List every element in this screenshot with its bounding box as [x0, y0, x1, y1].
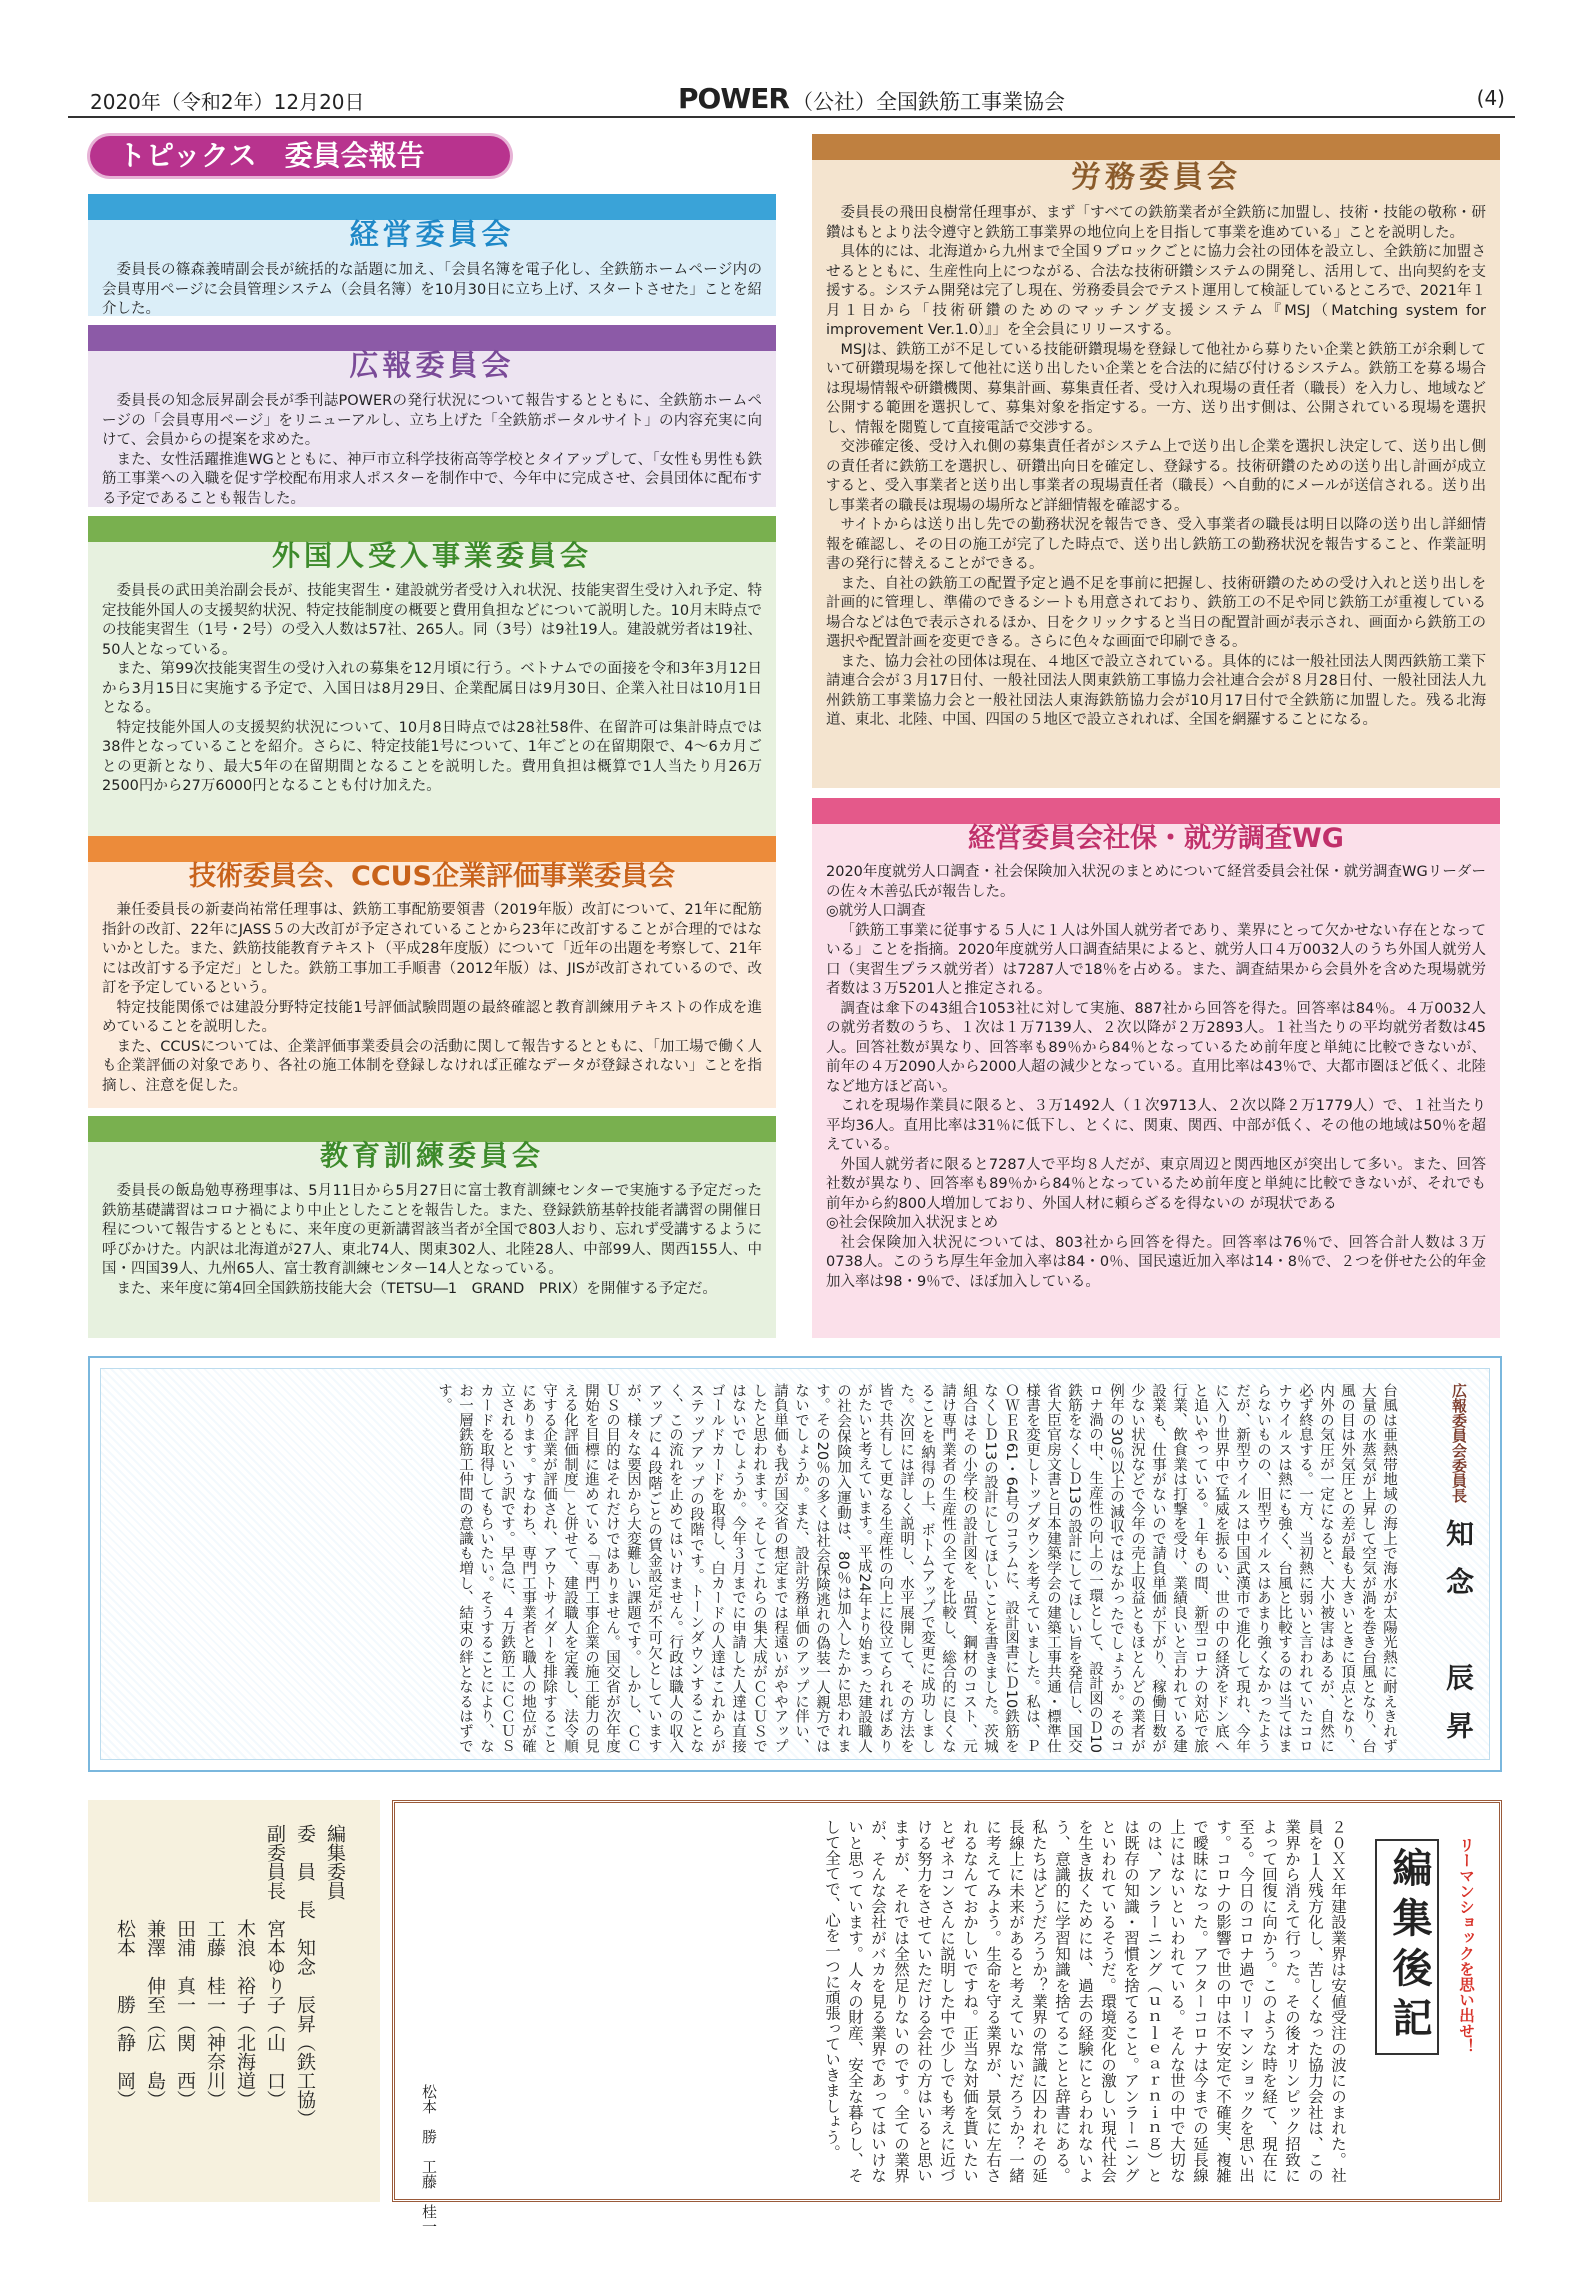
editor-postscript-box — [392, 1800, 1502, 2202]
shaho-paragraph: これを現場作業員に限ると、３万1492人（１次9713人、２次以降２万1779人）で、１社当たり平均36人。直用比率は31％に低下し、とくに、関東、関西、中部が低く、その他の地域は50％を超えている。 — [826, 1098, 1486, 1153]
keiei-paragraph: 委員長の篠森義晴副会長が統括的な話題に加え、「会員名簿を電子化し、全鉄筋ホームページ内の会員専用ページに会員管理システム（会員名簿）を10月30日に立ち上げ、スタートさせた」ことを紹介した。 — [102, 262, 762, 317]
shaho-paragraph: 外国人就労者に限ると7287人で平均８人だが、東京周辺と関西地区が突出して多い。また、回答社数が異なり、回答率も89％から84％となっているため前年度と単純に比較できないが、それでも前年から約800人増加しており、外国人材に頼らざるを得ないの が現状である — [826, 1156, 1486, 1212]
staff-line: 木浪 裕子（北海道） — [234, 1824, 256, 2109]
postscript-subtitle: リーマンショックを思い出せ！ — [1457, 1837, 1475, 2054]
keiei-title: 経営委員会 — [349, 217, 515, 251]
editorial-staff-box — [88, 1800, 380, 2202]
kyouiku-paragraph: 委員長の飯島勉専務理事は、5月11日から5月27日に富士教育訓練センターで実施する予定だった鉄筋基礎講習はコロナ禍により中止としたことを報告した。また、登録鉄筋基幹技能者講習の開催日程について報告するとともに、来年度の更新講習該当者が全国で803人おり、忘れず受講するように呼びかけた。内訳は北海道が27人、東北74人、関東302人、北陸28人、中部99人、関西155人、中国・四国39人、九州65人、富士教育訓練センター14人となっている。 — [102, 1183, 762, 1277]
roumu-paragraph: サイトからは送り出し先での勤務状況を報告でき、受入事業者の職長は明日以降の送り出し詳細情報を確認し、その日の施工が完了した時点で、送り出し鉄筋工の勤務状況を報告すること、作業証明書の発行に替えることができる。 — [826, 517, 1486, 572]
kyouiku-paragraph: また、来年度に第4回全国鉄筋技能大会（TETSU―1 GRAND PRIX）を開催する予定だ。 — [116, 1280, 717, 1297]
shaho-paragraph: 2020年度就労人口調査・社会保険加入状況のまとめについて経営委員会社保・就労調査WGリーダーの佐々木善弘氏が報告した。 — [826, 864, 1486, 900]
gaikoku-paragraph: 委員長の武田美治副会長が、技能実習生・建設就労者受け入れ状況、技能実習生受け入れ予定、特定技能外国人の支援契約状況、特定技能制度の概要と費用負担などについて説明した。10月末時点での技能実習生（1号・2号）の受入人数は57社、265人。同（3号）は9社19人。建設就労者は19社、50人となっている。 — [102, 583, 762, 658]
kouhou-title: 広報委員会 — [349, 348, 515, 382]
roumu-paragraph: 委員長の飛田良樹常任理事が、まず「すべての鉄筋業者が全鉄筋に加盟し、技術・技能の敬称・研鑽はもとより法令遵守と鉄筋工事業界の地位向上を目指して事業を進めている」ことを説明した。 — [826, 205, 1486, 241]
shaho-subheading: ◎社会保険加入状況まとめ — [826, 1215, 999, 1231]
roumu-paragraph: 交渉確定後、受け入れ側の募集責任者がシステム上で送り出し企業を選択し決定して、送り出し側の責任者に鉄筋工を選択し、研鑽出向日を確定し、登録する。技術研鑽のための送り出し計画が成立すると、受入事業者と送り出し事業者の現場責任者（職長）へ自動的にメールが送信される。送り出し事業者の職長は現場の場所など詳細情報を確認する。 — [826, 439, 1486, 514]
staff-line: 工藤 桂一（神奈川） — [204, 1824, 226, 2109]
shaho-paragraph: 調査は傘下の43組合1053社に対して実施、887社から回答を得た。回答率は84％。４万0032人の就労者数のうち、１次は１万7139人、２次以降が２万2893人。１社当たりの平均就労者数は45人。回答社数が異なり、回答率も89％から84％となっているため前年度と単純に比較できないが、前年の４万2090人から2000人超の減少となっている。直用比率は43％で、大都市圏ほど低く、北陸など地方ほど高い。 — [826, 1000, 1486, 1095]
kouhou-paragraph: また、女性活躍推進WGとともに、神戸市立科学技術高等学校とタイアップして、「女性も男性も鉄筋工事業への入職を促す学校配布用求人ポスターを制作中で、今年中に完成させ、会員団体に配布する予定であることも報告した。 — [102, 451, 762, 507]
issue-date: 2020年（令和2年）12月20日 — [90, 90, 365, 114]
gijutsu-committee-box — [88, 836, 776, 1108]
postscript-signer: 松本 勝 工藤 桂一 — [420, 2084, 438, 2234]
page-header — [68, 82, 1515, 118]
kouhou-paragraph: 委員長の知念辰昇副会長が季刊誌POWERの発行状況について報告するとともに、全鉄筋ホームページの「会員専用ページ」をリニューアルし、立ち上げた「全鉄筋ポータルサイト」の内容充実に向けて、会員からの提案を求めた。 — [102, 393, 762, 448]
gijutsu-paragraph: また、CCUSについては、企業評価事業委員会の活動に関して報告するとともに、「加工場で働く人も企業評価の対象であり、各社の施工体制を登録しなければ正確なデータが登録されない」ことを指摘し、注意を促した。 — [102, 1038, 762, 1094]
gaikoku-paragraph: また、第99次技能実習生の受け入れの募集を12月頃に行う。ベトナムでの面接を令和3年3月12日から3月15日に実施する予定で、入国日は8月29日、企業配属日は9月30日、企業入社日は10月1日となる。 — [102, 661, 762, 716]
column-author-name: 知念 辰昇 — [1442, 1519, 1475, 1759]
postscript-body: ２０ＸＸ年建設業界は安値受注の波にのまれた。社員を１人残方化し、苦しくなった協力会社は、この業界から消えて行った。その後オリンピック招致によって回復に向かう。このような時を経て、現在に至る。今日のコロナ過でリーマンショックを思い出す。コロナの影響で世の中は不安定で不確実、複雑で曖昧になった。アフターコロナは今までの延長線上にはないといわれている。そんな世の中で大切なのは、アンラーニング（ｕｎｌｅａｒｎｉｎｇ）とは既存の知識・習慣を捨てること。アンラーニングといわれているそうだ。環境変化の激しい現代社会を生き抜くためには、過去の経験にとらわれないよう、意識的に学習知識を捨てることと辞書にある。私たちはどうだろうか？業界の常識に囚われその延長線上に未来があると考えていないだろうか？一緒に考えてみよう。生命を守る業界が、景気に左右されるなんておかしいですね。正当な対価を貰いたいとゼネコンさんに説明した中で少しでも考えに近づける努力をさせていただける会社の方はいると思いますが、それでは全然足りないのです。全ての業界が、そんな会社がバカを見る業界であってはいけないと思っています。人々の財産、安全な暮らし、そして全てで、心を一つに頑張っていきましょう。 — [823, 1819, 1347, 2183]
staff-line: 田浦 真一（関 西） — [174, 1824, 196, 2109]
section-badge: トピックス 委員会報告 — [90, 136, 510, 176]
page-number: (4) — [1476, 86, 1505, 110]
shaho-paragraph: 「鉄筋工事業に従事する５人に１人は外国人就労者であり、業界にとって欠かせない存在となっている」ことを指摘。2020年度就労人口調査結果によると、就労人口４万0032人のうち外国人就労人口（実習生プラス就労者）は7287人で18％を占める。また、調査結果から会員外を含めた現場就労者数は３万5201人と推定される。 — [826, 922, 1486, 997]
shaho-paragraph: 社会保険加入状況については、803社から回答を得た。回答率は76％で、回答合計人数は３万0738人。このうち厚生年金加入率は84・0％、国民遠近加入率は14・8％で、２つを併せた公的年金加入率は98・9％で、ほぼ加入している。 — [826, 1234, 1486, 1290]
roumu-paragraph: また、協力会社の団体は現在、４地区で設立されている。具体的には一般社団法人関西鉄筋工業下請連合会が３月17日付、一般社団法人関東鉄筋工事協力会社連合会が８月28日付、一般社団法人九州鉄筋工事業協力会と一般社団法人東海鉄筋協力会が10月17日付で全鉄筋に加盟した。残る北海道、東北、北陸、中国、四国の５地区で設立されれば、全国を網羅することになる。 — [826, 653, 1486, 728]
gijutsu-title: 技術委員会、CCUS企業評価事業委員会 — [189, 861, 675, 892]
shaho-title: 経営委員会社保・就労調査WG — [968, 823, 1344, 854]
kyouiku-title: 教育訓練委員会 — [319, 1139, 544, 1172]
roumu-paragraph: また、自社の鉄筋工の配置予定と過不足を事前に把握し、技術研鑽のための受け入れと送り出しを計画的に管理し、準備のできるシートも用意されており、鉄筋工の不足や同じ鉄筋工が重複している場合などは色で表示されるほか、日をクリックすると当日の配置計画が表示され、画面から鉄筋工の選択や配置計画を変更できる。さらに色々な画面で印刷できる。 — [826, 575, 1486, 650]
gaikoku-title: 外国人受入事業委員会 — [271, 539, 592, 572]
column-author-title: 広報委員会委員長 — [1450, 1383, 1468, 1503]
staff-line: 委 員 長 知念 辰昇（鉄工協） — [294, 1824, 316, 2128]
postscript-title: 編集後記 — [1375, 1839, 1439, 2055]
staff-line: 兼澤 伸至（広 島） — [144, 1824, 166, 2109]
staff-label: 編集委員 — [324, 1824, 346, 1900]
column-body: 台風は亜熱帯地域の海上で海水が太陽光熱に耐えきれず大量の水蒸気が上昇して空気が渦を巻き台風となり、台風の目は外気圧との差が最も大きいときに頂点となり、内外の気圧が一定になると、大小被害はあるが、自然に必ず終息する。一方、当初熱に弱いと言われていたコロナウイルスは熱にも強く、台風と比較するのは当てはまらないものの、旧型ウイルスはあまり強くなかったようだが、新型ウイルスは中国武漢市で進化して現れ、今年に入り世界中で猛威を振るい、世の中の経済をドン底へと追いやっている。１年もの間、新型コロナの対応で旅行業、飲食業は打撃を受け、業績良いと言われている建設業も、仕事がないので請負単価が下がり、稼働日数が少ない状況などで今年の売上収益ともほとんどの業者が例年の30％以上の減収ではなかったでしょうか。そのコロナ渦の中、生産性の向上の一環として、設計図のＤ10鉄筋をなくしＤ13の設計にしてほしい旨を発信し、国交省大臣官房文書と日本建築学会の建築工事共通・標準仕様書を変更しトップダウンを考えていました。私は、ＰＯＷＥＲ61・64号のコラムに、設計図書にＤ10鉄筋をなくしＤ13の設計にしてほしいことを書きました。茨城組合はその小学校の設計図を、品質、鋼材のコスト、元請け専門業者の生産性の全てを比較し、総合的に良くなることを納得の上、ボトムアップで変更に成功しました。次回には詳しく説明し、水平展開して、その方法を皆で共有して更なる生産性の向上に役立てられればありがたいと考えています。平成24年より始まった建設職人の社会保険加入運動は、80％は加入したかに思われます。その20％の多くは社会保険逃れの偽装一人親方ではないでしょうか。また、設計労務単価のアップに伴い、請負単価も我が国交省の想定までは程遠いがややアップしたと思われます。そしてこれらの集大成がＣＣＵＳではないでしょうか。今年３月までに申請した人達は直接ゴールドカードを取得し、白カードの人達はこれからがステップアップの段階です。トーンダウンすることなく、この流れを止めてはいけません。行政は職人の収入アップに４段階ごとの賃金設定が不可欠としていますが、様々な要因から大変難しい課題です。しかし、ＣＣＵＳの目的はそれだけではありません。国交省が次年度開始を目標に進めている「専門工事企業の施工能力の見える化評価制度」と併せて、建設職人を定義し、法令順守する企業が評価され、アウトサイダーを排除することにあります。すなわち、専門工事業者と職人の地位が確立されるという訳です。早急に、４万鉄筋工にＣＣＵＳカードを取得してもらいたい。そうすることにより、なお一層鉄筋工仲間の意識も増し、結束の絆となるはずです。 — [436, 1383, 1397, 1753]
gaikoku-paragraph: 特定技能外国人の支援契約状況について、10月8日時点では28社58件、在留許可は集計時点では38件となっていることを紹介。さらに、特定技能1号について、1年ごとの在留期限で、4～6カ月ごとの更新となり、最大5年の在留期間となることを説明した。費用負担は概算で1人当たり月26万2500円から27万6000円となることも付け加えた。 — [102, 719, 762, 794]
kouhou-committee-box — [88, 325, 776, 507]
shaho-wg-box — [812, 798, 1500, 1338]
staff-line: 松本 勝（静 岡） — [114, 1824, 136, 2109]
staff-line: 副委員長 宮本ゆり子（山 口） — [264, 1824, 286, 2109]
roumu-paragraph: 具体的には、北海道から九州まで全国９ブロックごとに協力会社の団体を設立し、全鉄筋に加盟させるとともに、生産性向上につながる、合法な技術研鑽システムの開発し、活用して、出向契約を支援する。システム開発は完了し現在、労務委員会でテスト運用して検証しているところで、2021年１月１日から「技術研鑽のためのマッチング支援システム『MSJ（Matching system for improvement Ver.1.0）』」を全会員にリリースする。 — [826, 244, 1486, 338]
gijutsu-paragraph: 特定技能関係では建設分野特定技能1号評価試験問題の最終確認と教育訓練用テキストの作成を進めていることを説明した。 — [102, 999, 762, 1035]
roumu-paragraph: MSJは、鉄筋工が不足している技能研鑽現場を登録して他社から募りたい企業と鉄筋工が余剰していて研鑽現場を探して他社に送り出したい企業とを合法的に結び付けるシステム。鉄筋工を募る場合は現場情報や研鑽機関、募集計画、募集責任者、受け入れ現場の責任者（職長）を入力し、地域など公開する範囲を選択して、募集対象を指定する。一方、送り出す側は、公開されている現場を選択し、情報を閲覧して直接電話で交渉する。 — [826, 341, 1486, 436]
kyouiku-committee-box — [88, 1116, 776, 1338]
gaikoku-committee-box — [88, 516, 776, 836]
roumu-title: 労務委員会 — [1071, 160, 1241, 195]
brand-logo: POWER — [678, 82, 789, 115]
column-inner — [100, 1368, 1490, 1760]
keiei-committee-box — [88, 194, 776, 316]
column-box — [88, 1356, 1502, 1772]
roumu-committee-box — [812, 134, 1500, 788]
shaho-subheading: ◎就労人口調査 — [826, 903, 926, 919]
editorial-staff-list — [110, 1824, 350, 2184]
gijutsu-paragraph: 兼任委員長の新妻尚祐常任理事は、鉄筋工事配筋要領書（2019年版）改訂について、21年に配筋指針の改訂、22年にJASS５の大改訂が予定されていることから23年に改訂することが合理的ではないかとした。また、鉄筋技能教育テキスト（平成28年度版）について「近年の出題を考察して、21年には改訂する予定だ」とした。鉄筋工事加工手順書（2012年版）は、JISが改訂されているので、改訂を予定しているという。 — [102, 902, 762, 996]
organization-name: （公社）全国鉄筋工事業協会 — [792, 90, 1065, 114]
